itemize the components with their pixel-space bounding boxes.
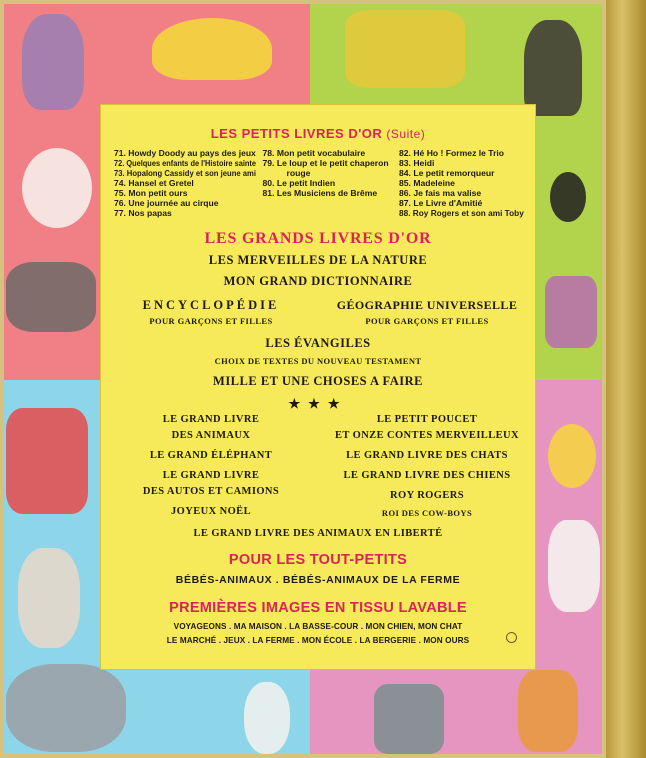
book-title: LE PETIT POUCET [376, 414, 478, 425]
star-divider: ★★★ [288, 396, 348, 411]
premieres-images-list-1: VOYAGEONS . MA MAISON . LA BASSE-COUR . MON CHIEN, MON CHAT [173, 622, 463, 631]
list-item: 83. Heidi [399, 158, 435, 168]
list-item: 72. Quelques enfants de l'Histoire sainte [114, 158, 256, 168]
book-title: LE GRAND LIVRE DES CHATS [346, 450, 508, 461]
book-title: LE GRAND LIVRE DES CHIENS [343, 470, 511, 481]
puppy-icon [22, 148, 92, 228]
book-subtitle: CHOIX DE TEXTES DU NOUVEAU TESTAMENT [214, 356, 422, 366]
publisher-logo-icon [506, 632, 517, 643]
petits-livres-title [100, 126, 536, 141]
list-item: 88. Roy Rogers et son ami Toby [399, 208, 524, 218]
duckling-icon [548, 424, 596, 488]
book-title: ET ONZE CONTES MERVEILLEUX [334, 430, 519, 441]
train-engine-icon [345, 10, 465, 88]
tout-petits-title: POUR LES TOUT-PETITS [228, 552, 408, 568]
suite-label: (Suite) [386, 127, 426, 141]
list-item: 84. Le petit remorqueur [399, 168, 495, 178]
book-title: LE GRAND LIVRE [162, 470, 260, 481]
cat-with-hat-icon [22, 14, 84, 110]
list-column-3 [399, 148, 524, 218]
list-item: 77. Nos papas [114, 208, 172, 218]
grands-livres-title: LES GRANDS LIVRES D'OR [204, 230, 432, 247]
list-item: 78. Mon petit vocabulaire [262, 148, 366, 158]
book-title: DES ANIMAUX [171, 430, 251, 441]
wolf-icon [524, 20, 582, 116]
donkey-icon [6, 262, 96, 332]
list-item: rouge [286, 168, 311, 178]
list-item: 79. Le loup et le petit chaperon [262, 158, 389, 168]
list-item: 74. Hansel et Gretel [114, 178, 194, 188]
book-title: ROY ROGERS [390, 490, 464, 501]
list-item: 85. Madeleine [399, 178, 455, 188]
book-title: DES AUTOS ET CAMIONS [142, 486, 280, 497]
book-title: ENCYCLOPÉDIE [142, 298, 280, 312]
tout-petits-list: BÉBÉS-ANIMAUX . BÉBÉS-ANIMAUX DE LA FERME [175, 574, 461, 586]
yellow-car-icon [152, 18, 272, 80]
list-item: 82. Hé Ho ! Formez le Trio [399, 148, 505, 158]
petits-livres-heading: LES PETITS LIVRES D'OR [210, 126, 383, 141]
book-title: LE GRAND LIVRE DES ANIMAUX EN LIBERTÉ [193, 528, 443, 539]
premieres-images-list-2: LE MARCHÉ . JEUX . LA FERME . MON ÉCOLE . LA BERGERIE . MON OURS [166, 636, 470, 645]
list-item: 81. Les Musiciens de Brême [262, 188, 378, 198]
book-subtitle: ROI DES COW-BOYS [381, 508, 473, 518]
list-item: 86. Je fais ma valise [399, 188, 482, 198]
list-item: 73. Hopalong Cassidy et son jeune ami [114, 168, 257, 178]
list-item: 80. Le petit Indien [262, 178, 336, 188]
book-title: LES ÉVANGILES [265, 336, 371, 350]
list-item: 76. Une journée au cirque [114, 198, 219, 208]
petits-livres-list [114, 148, 524, 218]
book-title: LE GRAND ÉLÉPHANT [149, 450, 273, 461]
book-title: LES MERVEILLES DE LA NATURE [208, 253, 428, 267]
book-title: GÉOGRAPHIE UNIVERSELLE [336, 298, 518, 312]
book-title: MON GRAND DICTIONNAIRE [223, 274, 413, 288]
list-item: 71. Howdy Doody au pays des jeux [114, 148, 256, 158]
tiger-cub-icon [518, 670, 578, 752]
list-item: 87. Le Livre d'Amitié [399, 198, 483, 208]
premieres-images-title: PREMIÈRES IMAGES EN TISSU LAVABLE [169, 600, 467, 616]
book-title: JOYEUX NOËL [171, 506, 251, 517]
bear-in-chair-icon [6, 408, 88, 514]
list-column-1 [114, 148, 256, 218]
list-column-2 [263, 148, 393, 218]
tugboat-icon [374, 684, 444, 754]
book-title: MILLE ET UNE CHOSES A FAIRE [213, 374, 423, 388]
dog-in-bucket-icon [545, 276, 597, 348]
list-item: 75. Mon petit ours [114, 188, 188, 198]
elephant-icon [6, 664, 126, 752]
book-title: LE GRAND LIVRE [162, 414, 260, 425]
catalog-panel [100, 104, 536, 670]
book-subtitle: POUR GARÇONS ET FILLES [365, 316, 489, 326]
book-subtitle: POUR GARÇONS ET FILLES [149, 316, 273, 326]
black-kitten-icon [550, 172, 586, 222]
goose-icon [244, 682, 290, 754]
book-spine [604, 0, 646, 758]
bunny-icon [18, 548, 80, 648]
dalmatian-icon [548, 520, 600, 612]
